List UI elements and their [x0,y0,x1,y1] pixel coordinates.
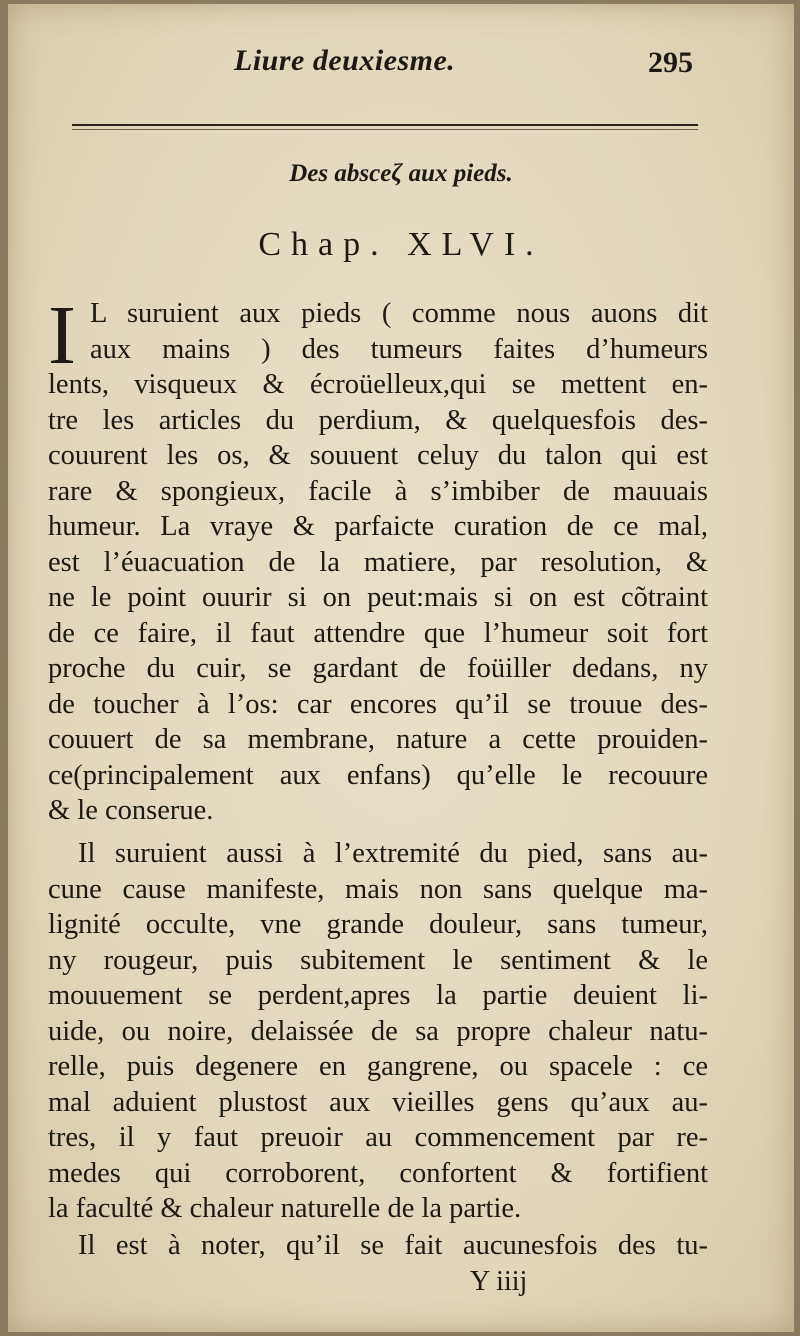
running-head [8,44,794,84]
text-line: de ce faire, il faut attendre que l’humeur soit fort [48,617,708,649]
page-number: 295 [648,46,693,79]
text-line: couurent les os, & souuent celuy du talon qui est [48,440,708,471]
chapter-heading: Chap. XLVI. [258,226,544,263]
text-line: relle, puis degenere en gangrene, ou spacele : ce [48,1051,708,1082]
header-rule [72,124,698,126]
text-line: Il suruient aussi à l’extremité du pied, sans au- [78,838,708,869]
text-line: lents, visqueux & écroüelleux,qui se mettent en- [48,369,708,400]
text-line: aux mains ) des tumeurs faites d’humeurs [90,333,708,365]
chapter-subtitle: Des absceζ aux pieds. [289,160,513,187]
text-line: tres, il y faut preuoir au commencement par re- [48,1122,708,1153]
text-line: ce(principalement aux enfans) qu’elle le recouure [48,759,708,791]
text-line: mouuement se perdent,apres la partie deuient li- [48,980,708,1011]
header-rule-thin [72,129,698,130]
text-line: mal aduient plustost aux vieilles gens qu’aux au- [48,1086,708,1118]
paragraph-2 [48,836,708,1227]
text-line: tre les articles du perdium, & quelquesfois des- [48,404,708,436]
text-line: L suruient aux pieds ( comme nous auons dit [90,298,708,329]
signature-mark: Y iiij [470,1266,528,1297]
running-head-title: Liure deuxiesme. [234,44,456,77]
text-line: couuert de sa membrane, nature a cette prouiden- [48,724,708,755]
text-line: lignité occulte, vne grande douleur, sans tumeur, [48,909,708,940]
paragraph-3 [48,1228,708,1264]
drop-cap: I [48,289,76,382]
text-line: la faculté & chaleur naturelle de la partie. [48,1193,522,1224]
text-line: proche du cuir, se gardant de foüiller dedans, ny [48,653,708,684]
text-line: rare & spongieux, facile à s’imbiber de mauuais [48,475,708,507]
text-line: ne le point ouurir si on peut:mais si on est cõtraint [48,582,708,613]
text-line: uide, ou noire, delaissée de sa propre chaleur natu- [48,1015,708,1047]
text-line: est l’éuacuation de la matiere, par resolution, & [48,546,708,578]
text-line: humeur. La vraye & parfaicte curation de ce mal, [48,511,708,542]
text-line: ny rougeur, puis subitement le sentiment & le [48,944,708,976]
text-line: Il est à noter, qu’il se fait aucunesfois des tu- [78,1230,708,1261]
text-line: de toucher à l’os: car encores qu’il se trouue des- [48,688,708,720]
text-line: cune cause manifeste, mais non sans quelque ma- [48,873,708,905]
text-line: medes qui corroborent, confortent & fortifient [48,1157,708,1189]
paragraph-1 [48,289,708,829]
book-page [8,4,794,1332]
text-line: & le conserue. [48,795,214,826]
